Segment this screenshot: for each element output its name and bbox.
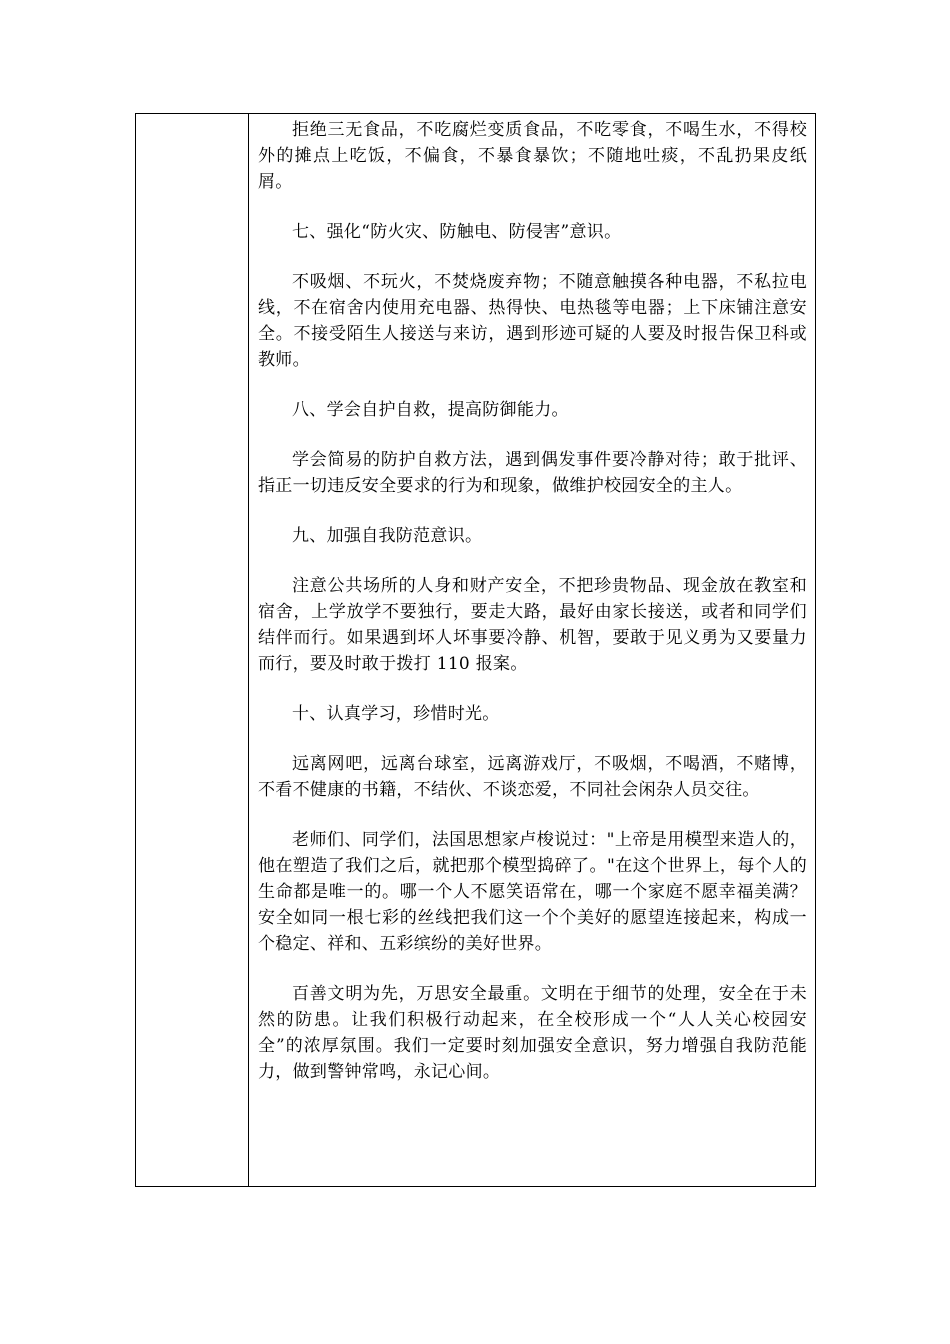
paragraph-self-protection: 注意公共场所的人身和财产安全，不把珍贵物品、现金放在教室和宿舍，上学放学不要独行，要走大路，最好由家长接送，或者和同学们结伴而行。如果遇到坏人坏事要冷静、机智，要敢于见义勇为又要量力而行，要及时敢于拨打 110 报案。	[258, 576, 807, 674]
document-table	[135, 113, 816, 1187]
table-left-column	[136, 114, 249, 1186]
paragraph-self-rescue: 学会简易的防护自救方法，遇到偶发事件要冷静对待；敢于批评、指正一切违反安全要求的行为和现象，做维护校园安全的主人。	[258, 450, 807, 496]
heading-section-10: 十、认真学习，珍惜时光。	[292, 704, 500, 724]
paragraph-closing: 百善文明为先，万思安全最重。文明在于细节的处理，安全在于未然的防患。让我们积极行动起来，在全校形成一个“人人关心校园安全”的浓厚氛围。我们一定要时刻加强安全意识，努力增强自我防范能力，做到警钟常鸣，永记心间。	[258, 984, 807, 1082]
paragraph-study-habits: 远离网吧，远离台球室，远离游戏厅，不吸烟，不喝酒，不赌博，不看不健康的书籍，不结伙、不谈恋爱，不同社会闲杂人员交往。	[258, 754, 807, 800]
heading-section-9: 九、加强自我防范意识。	[292, 526, 483, 546]
paragraph-food-safety: 拒绝三无食品，不吃腐烂变质食品，不吃零食，不喝生水，不得校外的摊点上吃饭，不偏食，不暴食暴饮；不随地吐痰，不乱扔果皮纸屑。	[258, 120, 807, 192]
heading-section-8: 八、学会自护自救，提高防御能力。	[292, 400, 569, 420]
heading-section-7: 七、强化“防火灾、防触电、防侵害”意识。	[292, 222, 622, 242]
paragraph-fire-electric-safety: 不吸烟、不玩火，不焚烧废弃物；不随意触摸各种电器，不私拉电线，不在宿舍内使用充电器、热得快、电热毯等电器；上下床铺注意安全。不接受陌生人接送与来访，遇到形迹可疑的人要及时报告保卫科或教师。	[258, 272, 807, 370]
table-content-column	[249, 114, 815, 1186]
paragraph-rousseau-quote: 老师们、同学们，法国思想家卢梭说过："上帝是用模型来造人的，他在塑造了我们之后，就把那个模型捣碎了。"在这个世界上，每个人的生命都是唯一的。哪一个人不愿笑语常在，哪一个家庭不愿幸福美满？安全如同一根七彩的丝线把我们这一个个美好的愿望连接起来，构成一个稳定、祥和、五彩缤纷的美好世界。	[258, 830, 807, 954]
